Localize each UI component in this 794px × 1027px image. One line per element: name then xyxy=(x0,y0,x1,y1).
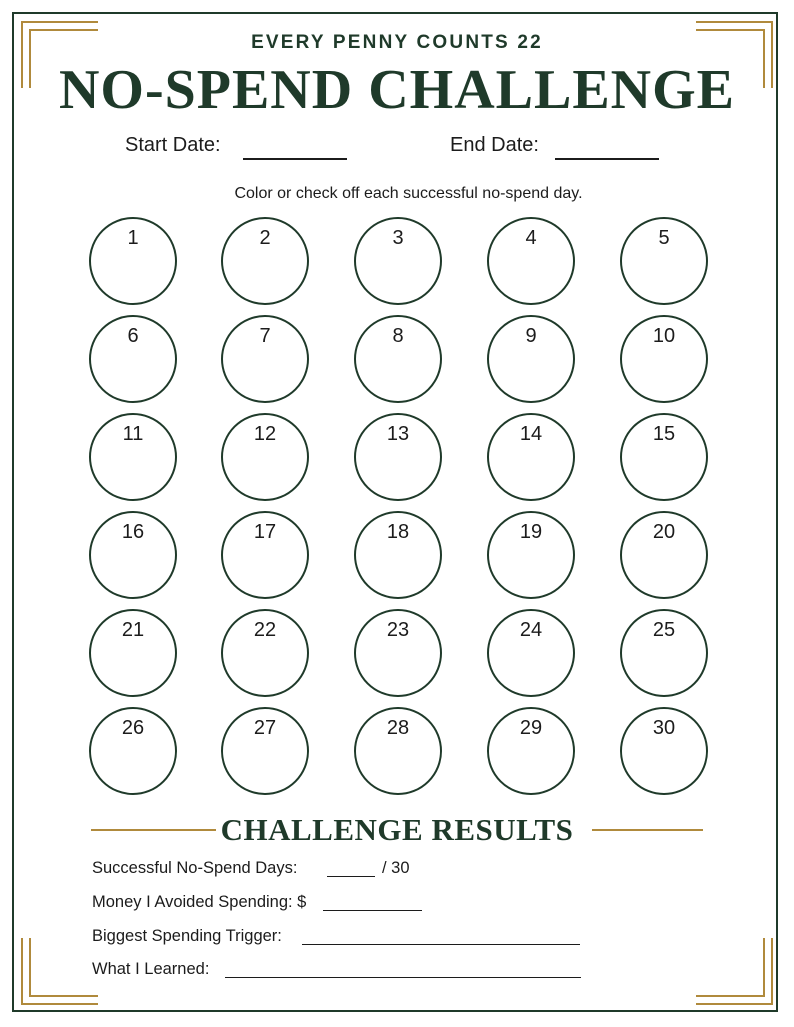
money-avoided-blank[interactable] xyxy=(323,910,422,911)
day-circle[interactable] xyxy=(620,707,708,795)
results-divider-right xyxy=(592,829,703,831)
day-circle[interactable] xyxy=(89,217,177,305)
day-number: 19 xyxy=(519,521,543,543)
biggest-trigger-label: Biggest Spending Trigger: xyxy=(92,927,282,945)
day-circle[interactable] xyxy=(354,511,442,599)
day-number: 28 xyxy=(386,717,410,739)
page-subtitle: EVERY PENNY COUNTS 22 xyxy=(251,32,543,53)
day-number: 10 xyxy=(652,325,676,347)
day-circle[interactable] xyxy=(221,511,309,599)
day-number: 30 xyxy=(652,717,676,739)
day-circle[interactable] xyxy=(89,315,177,403)
money-avoided-label: Money I Avoided Spending: $ xyxy=(92,893,307,911)
day-circle[interactable] xyxy=(221,609,309,697)
day-circle[interactable] xyxy=(487,707,575,795)
day-circle[interactable] xyxy=(354,609,442,697)
day-circle[interactable] xyxy=(221,217,309,305)
day-circle[interactable] xyxy=(487,315,575,403)
day-number: 7 xyxy=(259,325,271,347)
day-circle[interactable] xyxy=(221,315,309,403)
day-circle[interactable] xyxy=(89,511,177,599)
day-circle[interactable] xyxy=(354,707,442,795)
day-number: 20 xyxy=(652,521,676,543)
day-number: 25 xyxy=(652,619,676,641)
day-number: 13 xyxy=(386,423,410,445)
day-circle[interactable] xyxy=(354,217,442,305)
biggest-trigger-blank[interactable] xyxy=(302,944,580,945)
day-circle[interactable] xyxy=(89,707,177,795)
day-circle[interactable] xyxy=(620,217,708,305)
day-number: 3 xyxy=(392,227,404,249)
what-learned-blank[interactable] xyxy=(225,977,581,978)
day-number: 21 xyxy=(121,619,145,641)
day-number: 1 xyxy=(127,227,139,249)
day-circle[interactable] xyxy=(620,413,708,501)
day-number: 8 xyxy=(392,325,404,347)
successful-days-blank[interactable] xyxy=(327,876,375,877)
day-circle[interactable] xyxy=(620,511,708,599)
page-title: NO-SPEND CHALLENGE xyxy=(58,59,736,121)
day-number: 15 xyxy=(652,423,676,445)
day-number: 16 xyxy=(121,521,145,543)
day-circle[interactable] xyxy=(89,609,177,697)
day-circle[interactable] xyxy=(487,511,575,599)
day-number: 17 xyxy=(253,521,277,543)
day-circle[interactable] xyxy=(89,413,177,501)
day-number: 22 xyxy=(253,619,277,641)
day-circle[interactable] xyxy=(221,413,309,501)
day-number: 6 xyxy=(127,325,139,347)
day-circle[interactable] xyxy=(221,707,309,795)
day-circle[interactable] xyxy=(487,609,575,697)
day-number: 9 xyxy=(525,325,537,347)
day-number: 2 xyxy=(259,227,271,249)
day-number: 29 xyxy=(519,717,543,739)
day-number: 26 xyxy=(121,717,145,739)
day-circle[interactable] xyxy=(354,315,442,403)
results-heading: CHALLENGE RESULTS xyxy=(220,812,574,847)
day-number: 24 xyxy=(519,619,543,641)
start-date-label: Start Date: xyxy=(125,134,221,156)
successful-days-label: Successful No-Spend Days: xyxy=(92,859,298,877)
day-number: 12 xyxy=(253,423,277,445)
what-learned-label: What I Learned: xyxy=(92,960,210,978)
day-circle[interactable] xyxy=(487,217,575,305)
day-number: 4 xyxy=(525,227,537,249)
end-date-label: End Date: xyxy=(450,134,539,156)
day-number: 18 xyxy=(386,521,410,543)
day-number: 14 xyxy=(519,423,543,445)
day-number: 23 xyxy=(386,619,410,641)
day-number: 5 xyxy=(658,227,670,249)
instruction-text: Color or check off each successful no-spend day. xyxy=(234,185,583,202)
day-circle[interactable] xyxy=(620,315,708,403)
day-circle[interactable] xyxy=(620,609,708,697)
day-circle[interactable] xyxy=(487,413,575,501)
day-number: 27 xyxy=(253,717,277,739)
day-circle[interactable] xyxy=(354,413,442,501)
successful-days-total: / 30 xyxy=(382,859,410,877)
day-number: 11 xyxy=(122,423,144,445)
